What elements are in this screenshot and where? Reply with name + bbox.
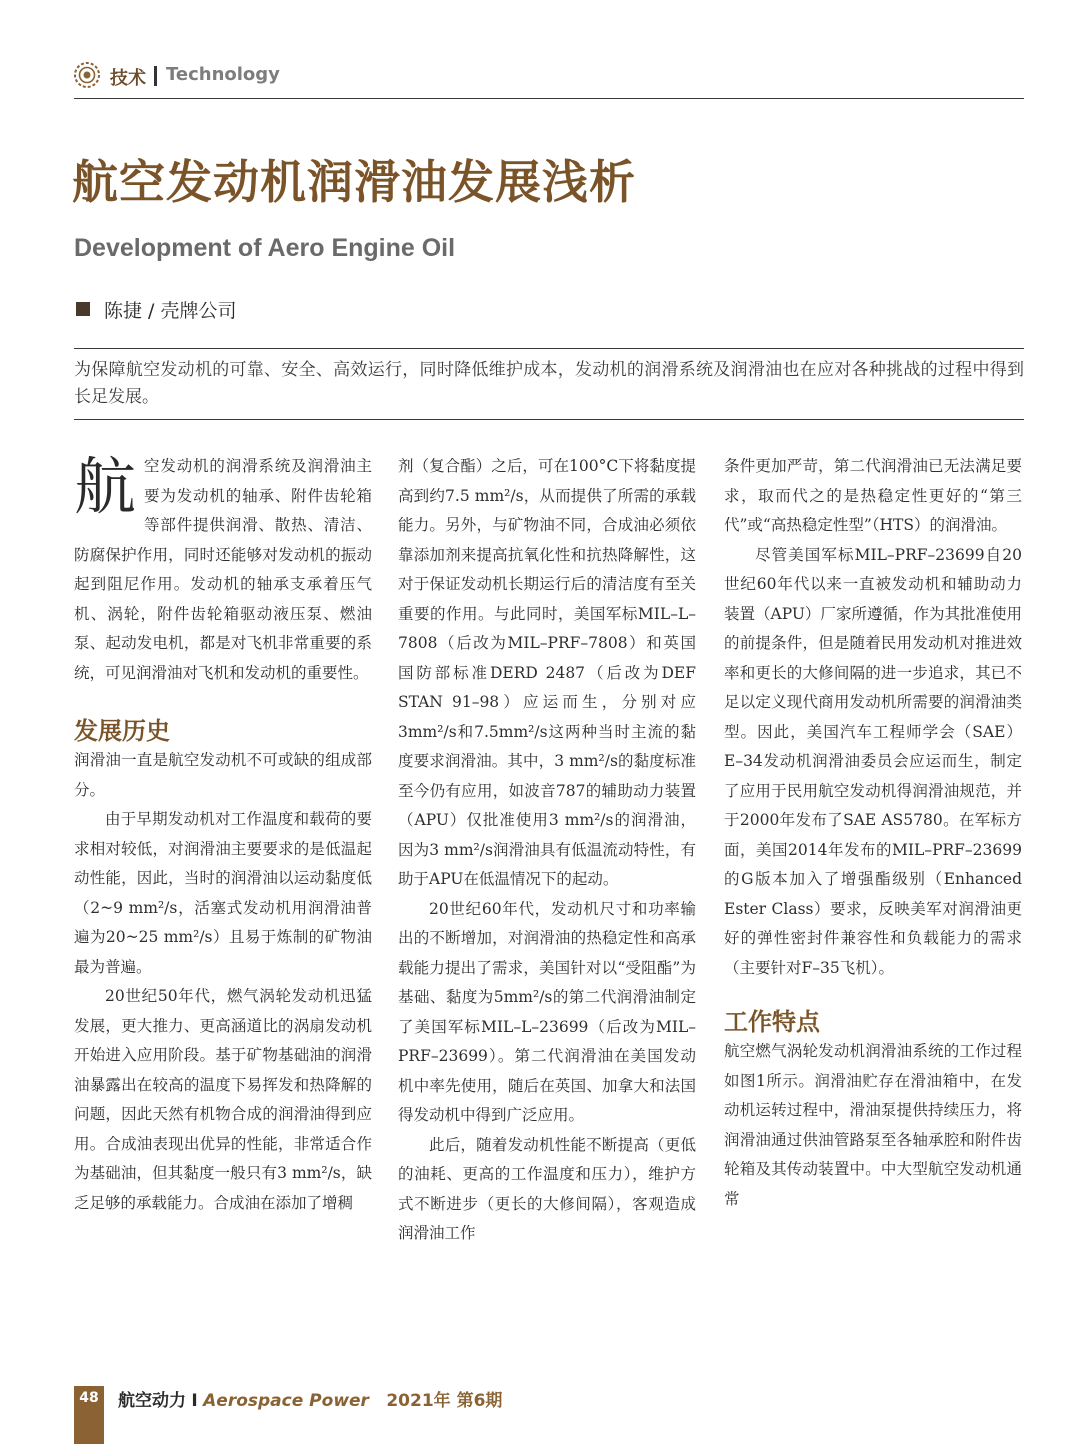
magazine-name-en: Aerospace Power: [203, 1391, 369, 1411]
paragraph: 空发动机的润滑系统及润滑油主要为发动机的轴承、附件齿轮箱等部件提供润滑、散热、清洁、防腐保护作用，同时还能够对发动机的振动起到阻尼作用。发动机的轴承支承着压气机、涡轮，附件齿轮箱驱动液压泵、燃油泵、起动发电机，都是对飞机非常重要的系统，可见润滑油对飞机和发动机的重要性。: [74, 457, 372, 682]
author-line: 陈捷 / 壳牌公司: [104, 300, 237, 322]
section-label-english: Technology: [166, 64, 280, 85]
text-column-3: [724, 452, 1022, 1214]
paragraph: 剂（复合酯）之后，可在100°C下将黏度提高到约7.5 mm²/s，从而提供了所需的承载能力。另外，与矿物油不同，合成油必须依靠添加剂来提高抗氧化性和抗热降解性，这对于保证发动机长期运行后的清洁度有至关重要的作用。与此同时，美国军标MIL–L–7808（后改为MIL–PRF–7808）和英国国防部标准DERD 2487（后改为DEF STAN 91–98）应运而生，分别对应3mm²/s和7.5mm²/s这两种当时主流的黏度要求润滑油。其中，3 mm²/s的黏度标准至今仍有应用，如波音787的辅助动力装置（APU）仅批准使用3 mm²/s的润滑油，因为3 mm²/s润滑油具有低温流动特性，有助于APU在低温情况下的起动。: [398, 457, 696, 888]
paragraph: 20世纪60年代，发动机尺寸和功率输出的不断增加，对润滑油的热稳定性和高承载能力提出了需求，美国针对以“受阻酯”为基础、黏度为5mm²/s的第二代润滑油制定了美国军标MIL–L–23699（后改为MIL–PRF–23699）。第二代润滑油在美国发动机中率先使用，随后在英国、加拿大和法国得发动机中得到广泛应用。: [398, 899, 696, 1124]
footer-masthead: [118, 1386, 502, 1411]
spacer: [74, 688, 372, 716]
section-heading-history: 发展历史: [74, 717, 170, 745]
author-marker: [76, 302, 90, 316]
spiral-sun-icon: [74, 62, 100, 88]
paragraph: 航空燃气涡轮发动机润滑油系统的工作过程如图1所示。润滑油贮存在滑油箱中，在发动机运转过程中，滑油泵提供持续压力，将润滑油通过供油管路泵至各轴承腔和附件齿轮箱及其传动装置中。中大型航空发动机通常: [724, 1042, 1022, 1208]
paragraph: 此后，随着发动机性能不断提高（更低的油耗、更高的工作温度和压力），维护方式不断进步（更长的大修间隔），客观造成润滑油工作: [398, 1135, 696, 1242]
abstract-text: 为保障航空发动机的可靠、安全、高效运行，同时降低维护成本，发动机的润滑系统及润滑油也在应对各种挑战的过程中得到长足发展。: [74, 360, 1024, 407]
magazine-name-cn: 航空动力: [118, 1391, 186, 1411]
abstract-box: [74, 348, 1024, 420]
footer-separator: I: [191, 1391, 198, 1411]
drop-cap: 航: [74, 450, 137, 523]
paragraph: 尽管美国军标MIL–PRF–23699自20世纪60年代以来一直被发动机和辅助动力装置（APU）厂家所遵循，作为其批准使用的前提条件，但是随着民用发动机对推进效率和更长的大修间隔的进一步追求，其已不足以定义现代商用发动机所需要的润滑油类型。因此，美国汽车工程师学会（SAE）E–34发动机润滑油委员会应运而生，制定了应用于民用航空发动机得润滑油规范，并于2000年发布了SAE AS5780。在军标方面，美国2014年发布的MIL–PRF–23699的G版本加入了增强酯级别（Enhanced Ester Class）要求，反映美军对润滑油更好的弹性密封件兼容性和负载能力的需求（主要针对F–35飞机）。: [724, 545, 1022, 977]
section-separator: [154, 66, 157, 86]
paragraph: 20世纪50年代，燃气涡轮发动机迅猛发展，更大推力、更高涵道比的涡扇发动机开始进入应用阶段。基于矿物基础油的润滑油暴露出在较高的温度下易挥发和热降解的问题，因此天然有机物合成的润滑油得到应用。合成油表现出优异的性能，非常适合作为基础油，但其黏度一般只有3 mm²/s，缺乏足够的承载能力。合成油在添加了增稠: [74, 987, 372, 1212]
text-column-1: [74, 452, 372, 1218]
page-number-tab: [74, 1386, 104, 1444]
article-title: 航空发动机润滑油发展浅析: [72, 155, 636, 209]
paragraph: 由于早期发动机对工作温度和载荷的要求相对较低，对润滑油主要要求的是低温起动性能，因此，当时的润滑油以运动黏度低（2~9 mm²/s，活塞式发动机用润滑油普遍为20~25 mm²/s）且易于炼制的矿物油最为普遍。: [74, 810, 372, 976]
article-subtitle: Development of Aero Engine Oil: [74, 234, 456, 262]
paragraph: 润滑油一直是航空发动机不可或缺的组成部分。: [74, 751, 372, 799]
section-label: 技术: [110, 68, 146, 89]
issue-label: 2021年 第6期: [386, 1391, 503, 1411]
page-number: 48: [79, 1390, 99, 1406]
spacer: [724, 983, 1022, 1007]
section-heading-features: 工作特点: [724, 1008, 820, 1036]
page-header: [74, 62, 1024, 99]
paragraph: 条件更加严苛，第二代润滑油已无法满足要求，取而代之的是热稳定性更好的“第三代”或“高热稳定性型”（HTS）的润滑油。: [724, 457, 1022, 534]
text-column-2: [398, 452, 696, 1249]
